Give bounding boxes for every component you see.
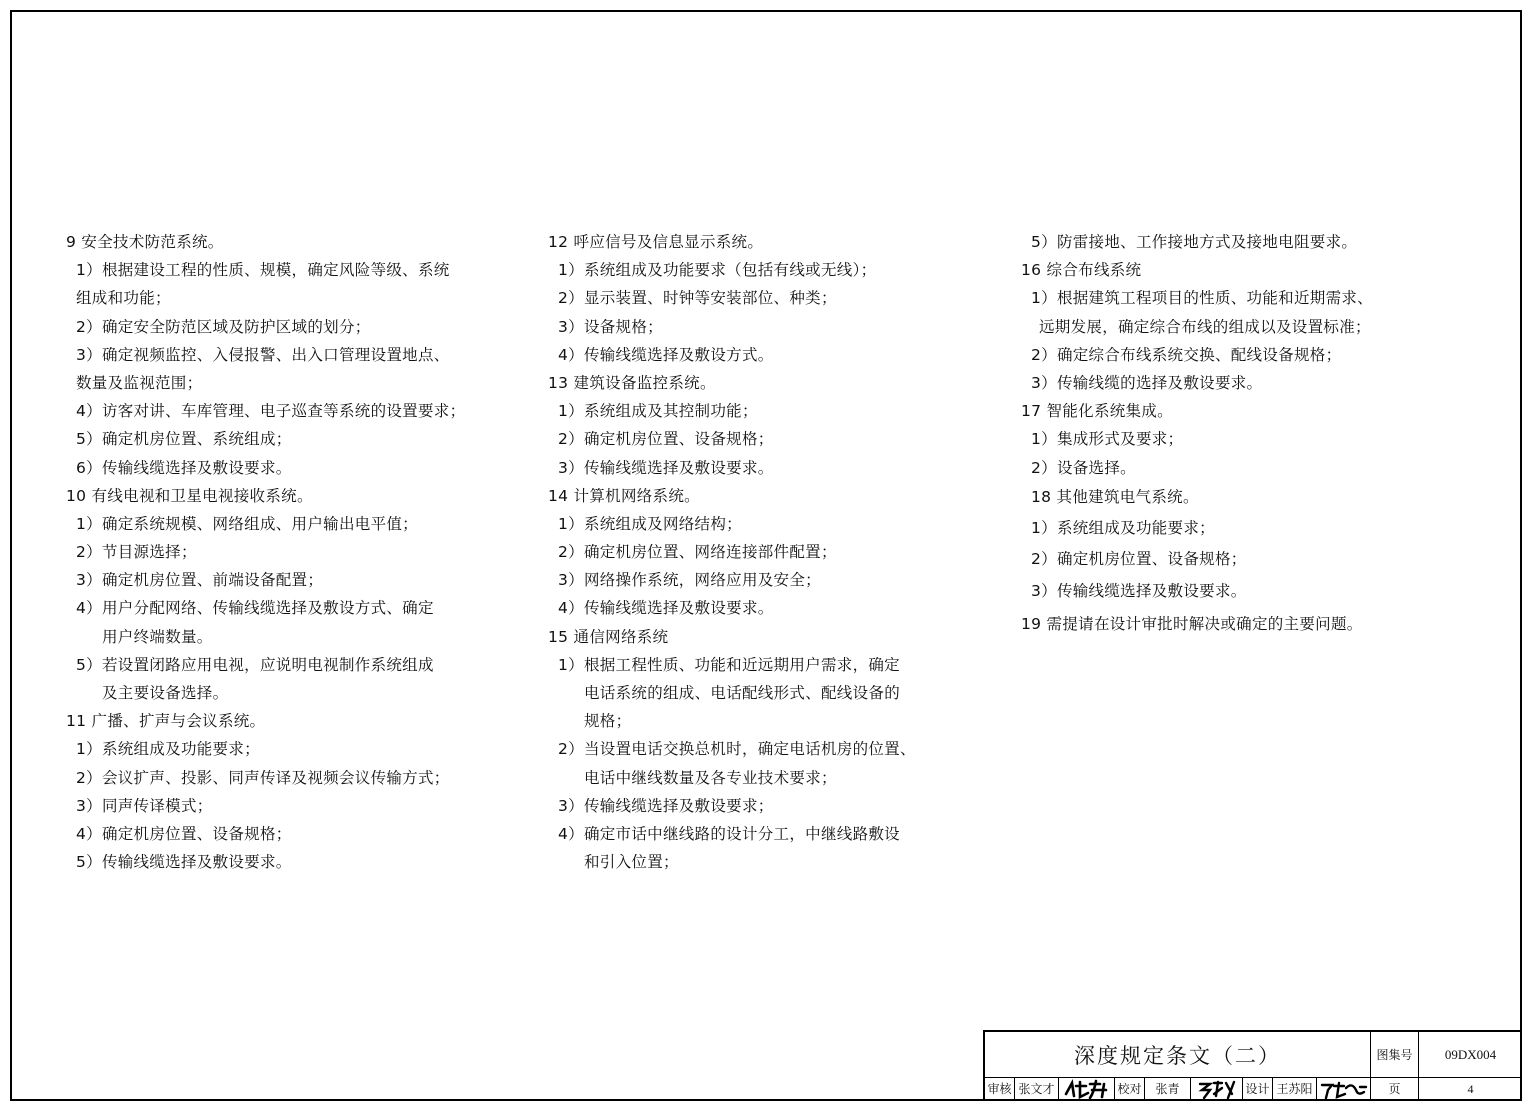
clause-line: 6）传输线缆选择及敷设要求。	[76, 458, 292, 477]
clause-line: 2）设备选择。	[1031, 458, 1136, 477]
clause-line: 5）确定机房位置、系统组成；	[76, 430, 292, 449]
clause-line: 1）根据建设工程的性质、规模，确定风险等级、系统	[76, 261, 450, 280]
atlas-number-label: 图集号	[1371, 1032, 1419, 1078]
clause-line: 1）系统组成及功能要求；	[1031, 518, 1215, 537]
checker-name: 张青	[1145, 1078, 1191, 1101]
signature-scribble	[1060, 1078, 1114, 1101]
signature-scribble	[1192, 1078, 1242, 1101]
review-label: 审核	[985, 1078, 1015, 1101]
section-heading: 13 建筑设备监控系统。	[548, 373, 716, 392]
section-heading: 14 计算机网络系统。	[548, 486, 700, 505]
clause-line: 规格；	[584, 712, 632, 731]
clause-line: 1）确定系统规模、网络组成、用户输出电平值；	[76, 514, 418, 533]
text-column-2	[548, 228, 916, 876]
section-heading: 12 呼应信号及信息显示系统。	[548, 233, 764, 251]
clause-line: 5）传输线缆选择及敷设要求。	[76, 853, 292, 872]
section-heading: 17 智能化系统集成。	[1021, 402, 1173, 421]
page-number: 4	[1467, 1082, 1474, 1096]
clause-line: 用户终端数量。	[102, 627, 213, 646]
clause-line: 1）系统组成及功能要求；	[76, 740, 260, 759]
clause-line: 1）系统组成及功能要求（包括有线或无线）；	[558, 261, 877, 280]
title-block	[983, 1030, 1522, 1101]
clause-line: 远期发展，确定综合布线的组成以及设置标准；	[1039, 317, 1371, 336]
clause-line: 3）传输线缆选择及敷设要求。	[1031, 581, 1247, 600]
drawing-title: 深度规定条文（二）	[985, 1032, 1371, 1078]
clause-line: 电话系统的组成、电话配线形式、配线设备的	[584, 684, 901, 702]
section-heading: 10 有线电视和卫星电视接收系统。	[66, 486, 313, 505]
page-label: 页	[1371, 1078, 1419, 1101]
clause-line: 1）集成形式及要求；	[1031, 430, 1184, 449]
clause-line: 数量及监视范围；	[76, 373, 203, 392]
clause-line: 1）根据建筑工程项目的性质、功能和近期需求、	[1031, 289, 1373, 308]
clause-line: 4）传输线缆选择及敷设要求。	[558, 599, 774, 618]
clause-line: 4）传输线缆选择及敷设方式。	[558, 345, 774, 364]
section-heading: 15 通信网络系统	[548, 627, 669, 646]
designer-name: 王苏阳	[1273, 1078, 1317, 1101]
clause-line: 2）确定安全防范区域及防护区域的划分；	[76, 317, 371, 336]
clause-line: 4）确定市话中继线路的设计分工，中继线路敷设	[558, 824, 900, 843]
clause-line: 2）显示装置、时钟等安装部位、种类；	[558, 289, 837, 308]
clause-line: 3）传输线缆选择及敷设要求；	[558, 796, 774, 815]
clause-line: 4）确定机房位置、设备规格；	[76, 824, 292, 843]
clause-line: 3）传输线缆的选择及敷设要求。	[1031, 373, 1263, 392]
clause-line: 电话中继线数量及各专业技术要求；	[584, 768, 837, 787]
clause-line: 组成和功能；	[76, 289, 171, 308]
clause-line: 3）设备规格；	[558, 317, 663, 336]
design-label: 设计	[1243, 1078, 1273, 1101]
clause-line: 3）网络操作系统，网络应用及安全；	[558, 571, 821, 590]
clause-line: 3）确定视频监控、入侵报警、出入口管理设置地点、	[76, 345, 450, 364]
section-heading: 9 安全技术防范系统。	[66, 233, 224, 251]
designer-signature	[1317, 1078, 1370, 1101]
clause-line: 4）用户分配网络、传输线缆选择及敷设方式、确定	[76, 599, 434, 618]
clause-line: 1）根据工程性质、功能和近远期用户需求，确定	[558, 655, 900, 674]
clause-line: 1）系统组成及网络结构；	[558, 514, 742, 533]
clause-line: 2）会议扩声、投影、同声传译及视频会议传输方式；	[76, 768, 450, 787]
clause-line: 5）防雷接地、工作接地方式及接地电阻要求。	[1031, 233, 1358, 251]
section-heading: 16 综合布线系统	[1021, 261, 1142, 280]
clause-line: 及主要设备选择。	[102, 684, 229, 702]
clause-line: 1）系统组成及其控制功能；	[558, 402, 758, 421]
clause-line: 2）确定机房位置、设备规格；	[558, 430, 774, 449]
section-heading: 19 需提请在设计审批时解决或确定的主要问题。	[1021, 614, 1363, 633]
clause-line: 3）确定机房位置、前端设备配置；	[76, 571, 324, 590]
clause-line: 2）确定机房位置、设备规格；	[1031, 549, 1247, 568]
atlas-number: 09DX004	[1419, 1032, 1522, 1078]
text-column-1	[66, 228, 465, 876]
checker-signature	[1191, 1078, 1243, 1101]
clause-line: 2）节目源选择；	[76, 543, 197, 562]
clause-line: 2）当设置电话交换总机时，确定电话机房的位置、	[558, 740, 916, 759]
clause-line: 4）访客对讲、车库管理、电子巡查等系统的设置要求；	[76, 402, 466, 421]
check-label: 校对	[1115, 1078, 1145, 1101]
clause-line: 2）确定综合布线系统交换、配线设备规格；	[1031, 345, 1342, 364]
reviewer-name: 张文才	[1015, 1078, 1059, 1101]
clause-line: 3）同声传译模式；	[76, 796, 213, 815]
reviewer-signature	[1059, 1078, 1115, 1101]
clause-line: 2）确定机房位置、网络连接部件配置；	[558, 543, 837, 562]
text-column-3	[1021, 228, 1373, 641]
signature-scribble	[1318, 1078, 1370, 1101]
section-heading: 18 其他建筑电气系统。	[1031, 487, 1199, 506]
clause-line: 5）若设置闭路应用电视，应说明电视制作系统组成	[76, 655, 434, 674]
section-heading: 11 广播、扩声与会议系统。	[66, 712, 266, 731]
clause-line: 和引入位置；	[584, 853, 679, 872]
signature-row	[985, 1078, 1371, 1101]
clause-line: 3）传输线缆选择及敷设要求。	[558, 458, 774, 477]
